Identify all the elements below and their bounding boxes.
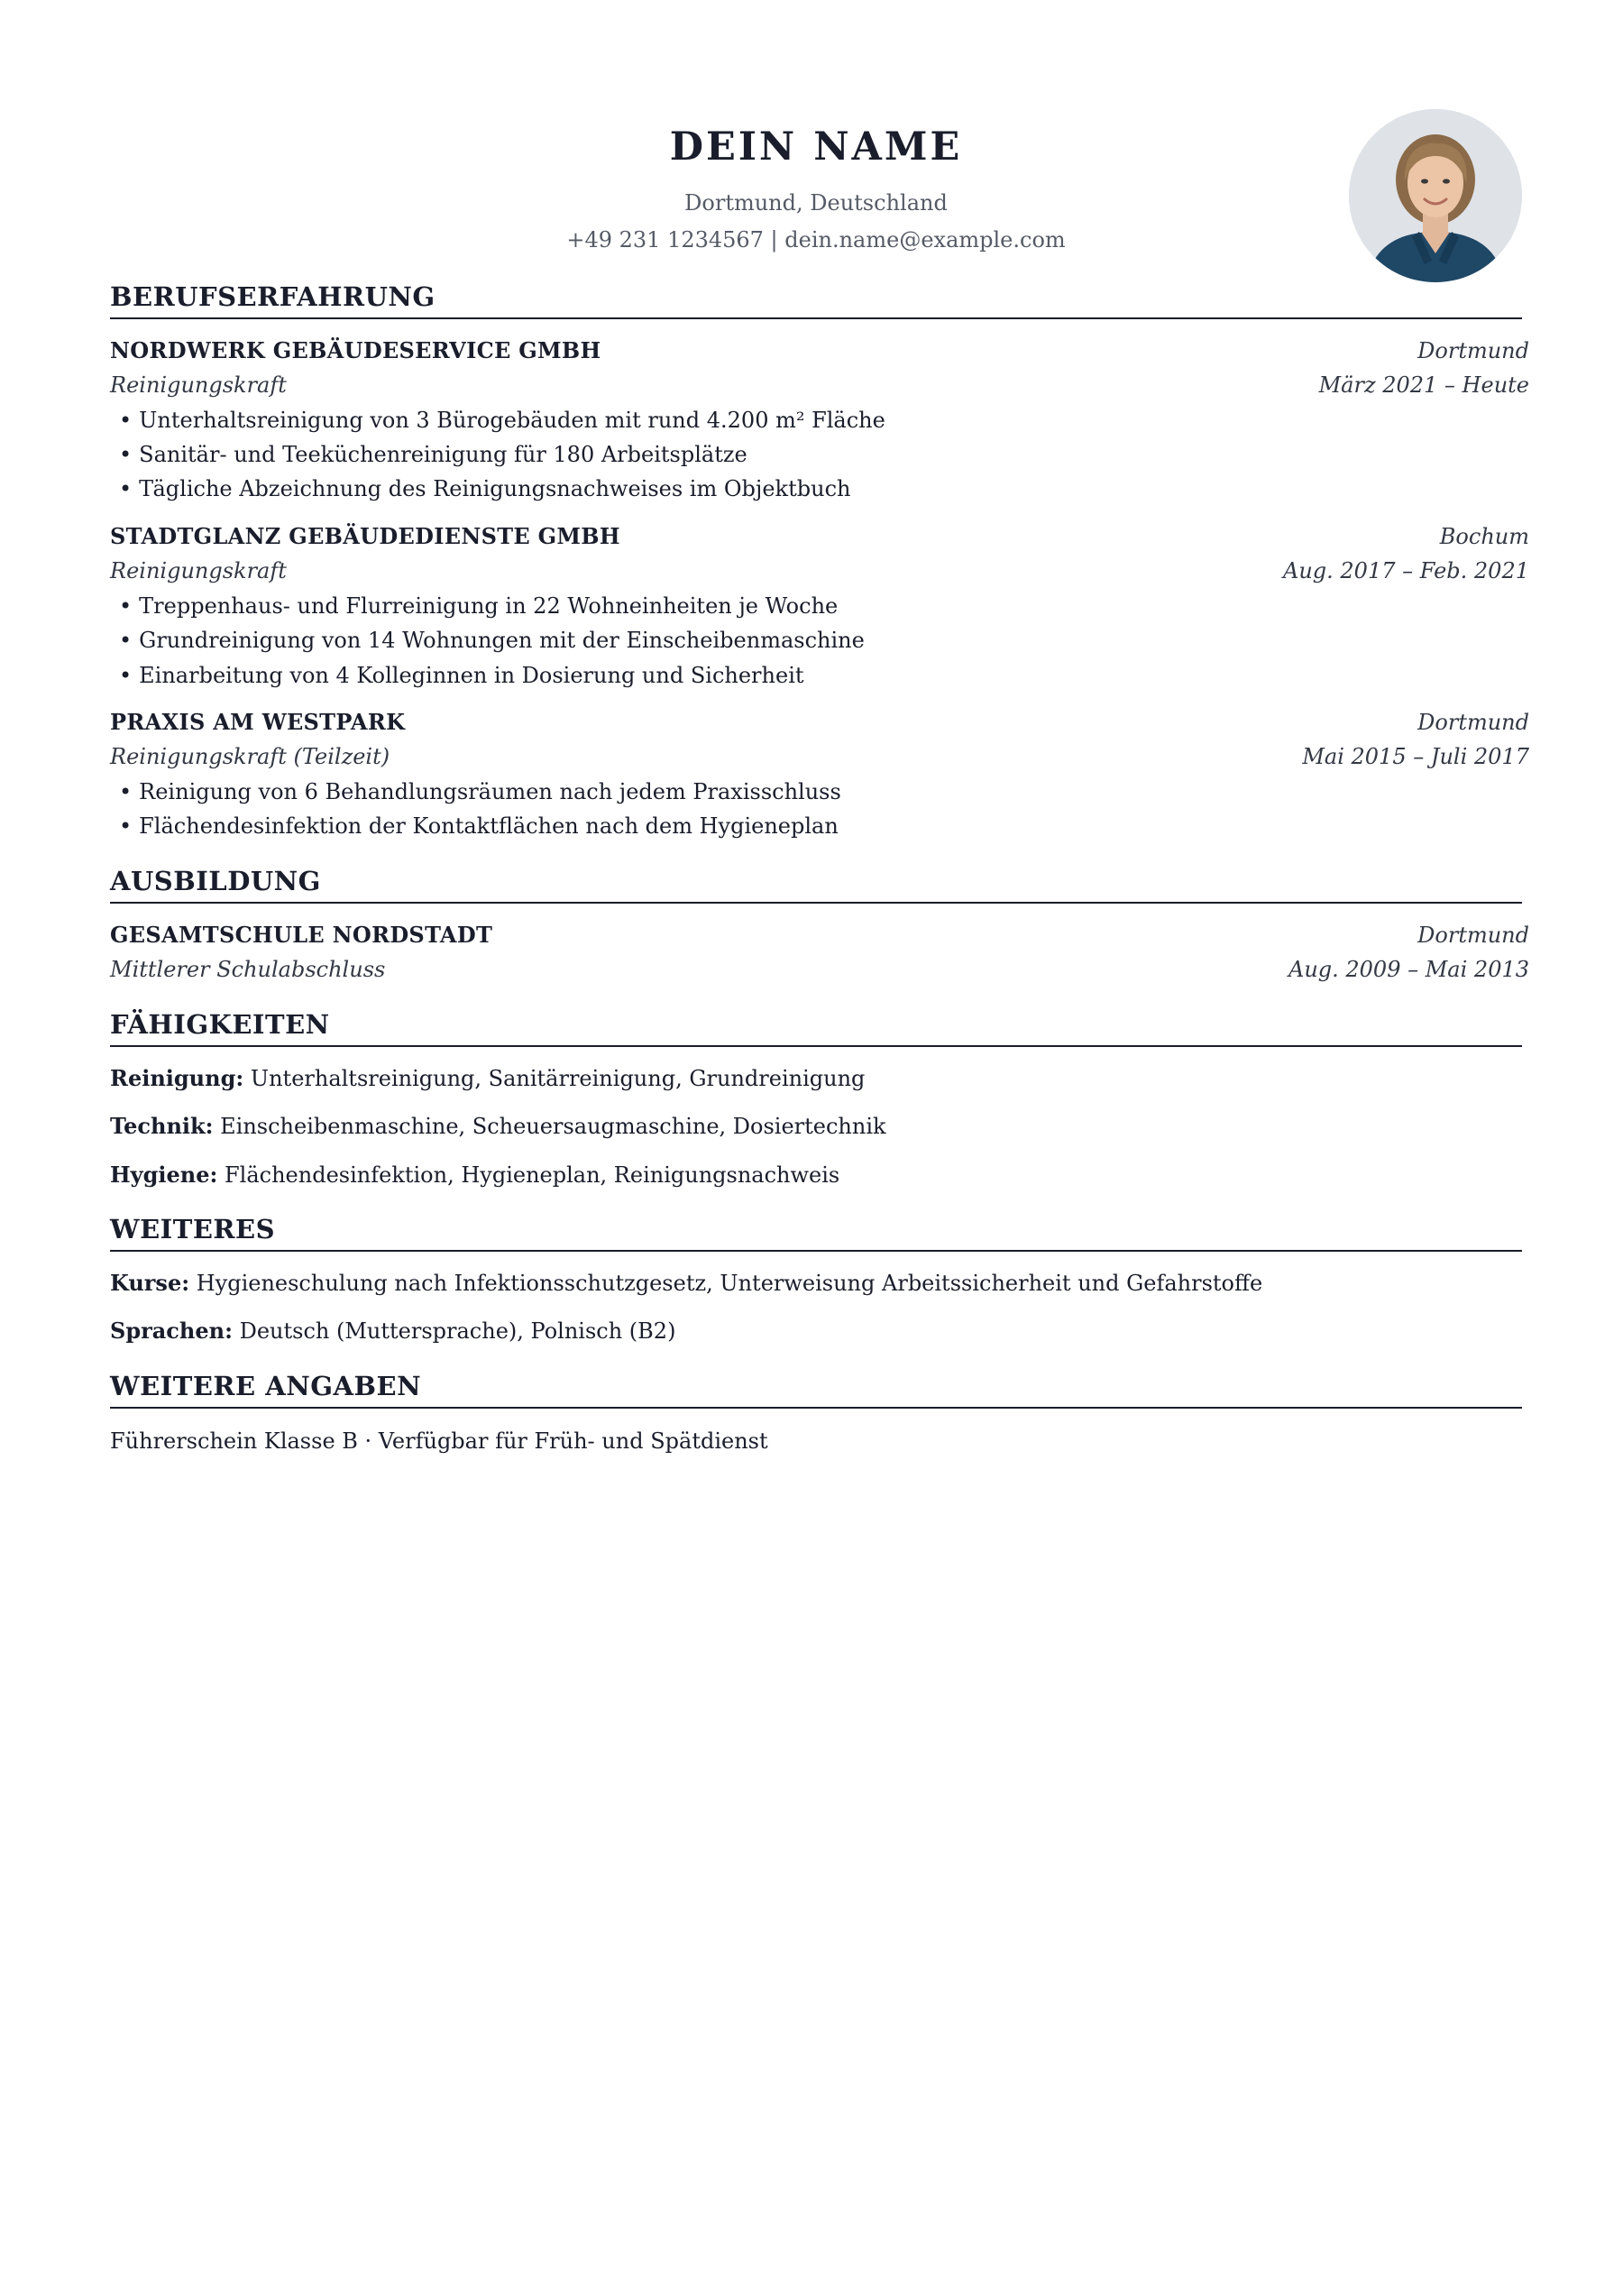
more-label: Sprachen: bbox=[110, 1318, 233, 1344]
profile-photo bbox=[1349, 109, 1522, 282]
education-city: Dortmund bbox=[1417, 923, 1529, 948]
skill-line bbox=[110, 1164, 839, 1186]
section-title-experience: BERUFSERFAHRUNG bbox=[110, 281, 436, 312]
job-city: Bochum bbox=[1439, 524, 1529, 549]
job-role: Reinigungskraft bbox=[110, 372, 287, 398]
skill-text: Flächendesinfektion, Hygieneplan, Reinigungsnachweis bbox=[225, 1162, 840, 1188]
education-school: GESAMTSCHULE NORDSTADT bbox=[110, 922, 493, 948]
skill-text: Unterhaltsreinigung, Sanitärreinigung, Grundreinigung bbox=[250, 1066, 866, 1091]
job-city: Dortmund bbox=[1417, 338, 1529, 363]
job-role: Reinigungskraft bbox=[110, 558, 287, 583]
skill-line bbox=[110, 1065, 866, 1091]
skill-line bbox=[110, 1113, 886, 1139]
section-divider bbox=[110, 1045, 1522, 1047]
job-company: NORDWERK GEBÄUDESERVICE GMBH bbox=[110, 337, 601, 363]
applicant-contact: +49 231 1234567 | dein.name@example.com bbox=[566, 227, 1066, 253]
job-bullet: • Tägliche Abzeichnung des Reinigungsnachweises im Objektbuch bbox=[119, 478, 850, 500]
job-bullet: • Sanitär- und Teeküchenreinigung für 180 Arbeitsplätze bbox=[119, 444, 747, 465]
education-degree: Mittlerer Schulabschluss bbox=[110, 957, 386, 982]
job-bullet: • Unterhaltsreinigung von 3 Bürogebäuden mit rund 4.200 m² Fläche bbox=[119, 409, 885, 431]
more-line bbox=[110, 1320, 675, 1342]
skill-label: Reinigung: bbox=[110, 1065, 244, 1091]
job-role: Reinigungskraft (Teilzeit) bbox=[110, 744, 390, 769]
job-company: STADTGLANZ GEBÄUDEDIENSTE GMBH bbox=[110, 523, 620, 549]
more-label: Kurse: bbox=[110, 1270, 190, 1296]
section-divider bbox=[110, 1407, 1522, 1409]
section-title-education: AUSBILDUNG bbox=[110, 866, 321, 896]
section-divider bbox=[110, 902, 1522, 904]
job-bullet: • Grundreinigung von 14 Wohnungen mit der Einscheibenmaschine bbox=[119, 629, 865, 651]
section-divider bbox=[110, 1250, 1522, 1252]
job-bullet: • Flächendesinfektion der Kontaktflächen nach dem Hygieneplan bbox=[119, 815, 839, 837]
job-bullet: • Treppenhaus- und Flurreinigung in 22 Wohneinheiten je Woche bbox=[119, 595, 838, 617]
skill-label: Technik: bbox=[110, 1113, 214, 1139]
additional-info: Führerschein Klasse B · Verfügbar für Früh- und Spätdienst bbox=[110, 1428, 768, 1454]
job-city: Dortmund bbox=[1417, 710, 1529, 735]
resume-page bbox=[110, 0, 1529, 1454]
skill-label: Hygiene: bbox=[110, 1162, 218, 1188]
resume-header bbox=[110, 0, 1522, 289]
applicant-name: DEIN NAME bbox=[669, 124, 963, 170]
more-text: Deutsch (Muttersprache), Polnisch (B2) bbox=[239, 1318, 676, 1344]
section-divider bbox=[110, 317, 1522, 319]
job-dates: Aug. 2017 – Feb. 2021 bbox=[1283, 558, 1529, 583]
applicant-location: Dortmund, Deutschland bbox=[684, 190, 948, 216]
job-bullet: • Reinigung von 6 Behandlungsräumen nach jedem Praxisschluss bbox=[119, 781, 841, 803]
more-text: Hygieneschulung nach Infektionsschutzgesetz, Unterweisung Arbeitssicherheit und Gefahrstoffe bbox=[196, 1271, 1263, 1296]
section-title-skills: FÄHIGKEITEN bbox=[110, 1009, 330, 1040]
skill-text: Einscheibenmaschine, Scheuersaugmaschine, Dosiertechnik bbox=[220, 1114, 886, 1139]
section-title-more: WEITERES bbox=[110, 1214, 276, 1244]
more-line bbox=[110, 1272, 1262, 1294]
section-title-additional: WEITERE ANGABEN bbox=[110, 1371, 422, 1401]
job-bullet: • Einarbeitung von 4 Kolleginnen in Dosierung und Sicherheit bbox=[119, 665, 804, 686]
job-dates: Mai 2015 – Juli 2017 bbox=[1302, 744, 1529, 769]
job-company: PRAXIS AM WESTPARK bbox=[110, 709, 406, 735]
education-dates: Aug. 2009 – Mai 2013 bbox=[1288, 957, 1529, 982]
job-dates: März 2021 – Heute bbox=[1318, 372, 1529, 398]
